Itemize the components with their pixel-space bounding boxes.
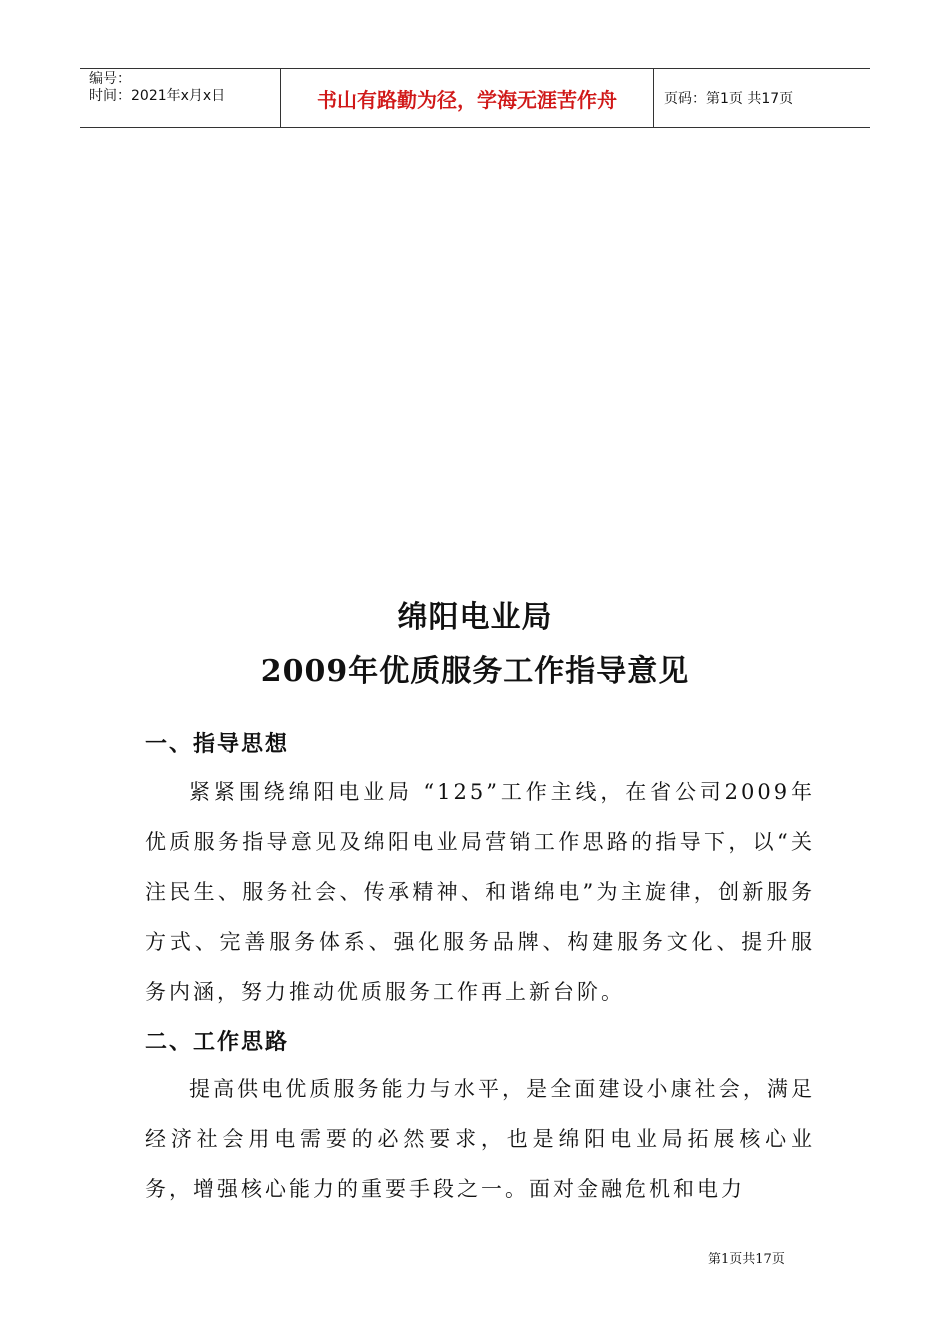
document-title-line2: 2009年优质服务工作指导意见 bbox=[260, 654, 690, 689]
document-time-label: 时间：2021年x月x日 bbox=[89, 88, 226, 104]
section1-paragraph: 紧紧围绕绵阳电业局 “125”工作主线，在省公司2009年优质服务指导意见及绵阳电业局营销工作思路的指导下，以“关注民生、服务社会、传承精神、和谐绵电”为主旋律，创新服务方式、完善服务体系、强化服务品牌、构建服务文化、提升服务内涵，努力推动优质服务工作再上新台阶。 bbox=[145, 780, 815, 1004]
page-header bbox=[80, 68, 870, 128]
document-number-label: 编号： bbox=[89, 71, 131, 87]
document-title-line1: 绵阳电业局 bbox=[397, 600, 553, 635]
section2-paragraph: 提高供电优质服务能力与水平，是全面建设小康社会，满足经济社会用电需要的必然要求，也是绵阳电业局拓展核心业务，增强核心能力的重要手段之一。面对金融危机和电力 bbox=[145, 1077, 815, 1201]
section1-heading: 一、指导思想 bbox=[145, 731, 290, 757]
header-page-info: 页码：第1页 共17页 bbox=[664, 91, 794, 107]
section2-heading: 二、工作思路 bbox=[145, 1029, 290, 1055]
header-meta bbox=[80, 69, 281, 127]
header-motto: 书山有路勤为径，学海无涯苦作舟 bbox=[281, 69, 654, 127]
page-footer: 第1页共17页 bbox=[708, 1252, 785, 1267]
